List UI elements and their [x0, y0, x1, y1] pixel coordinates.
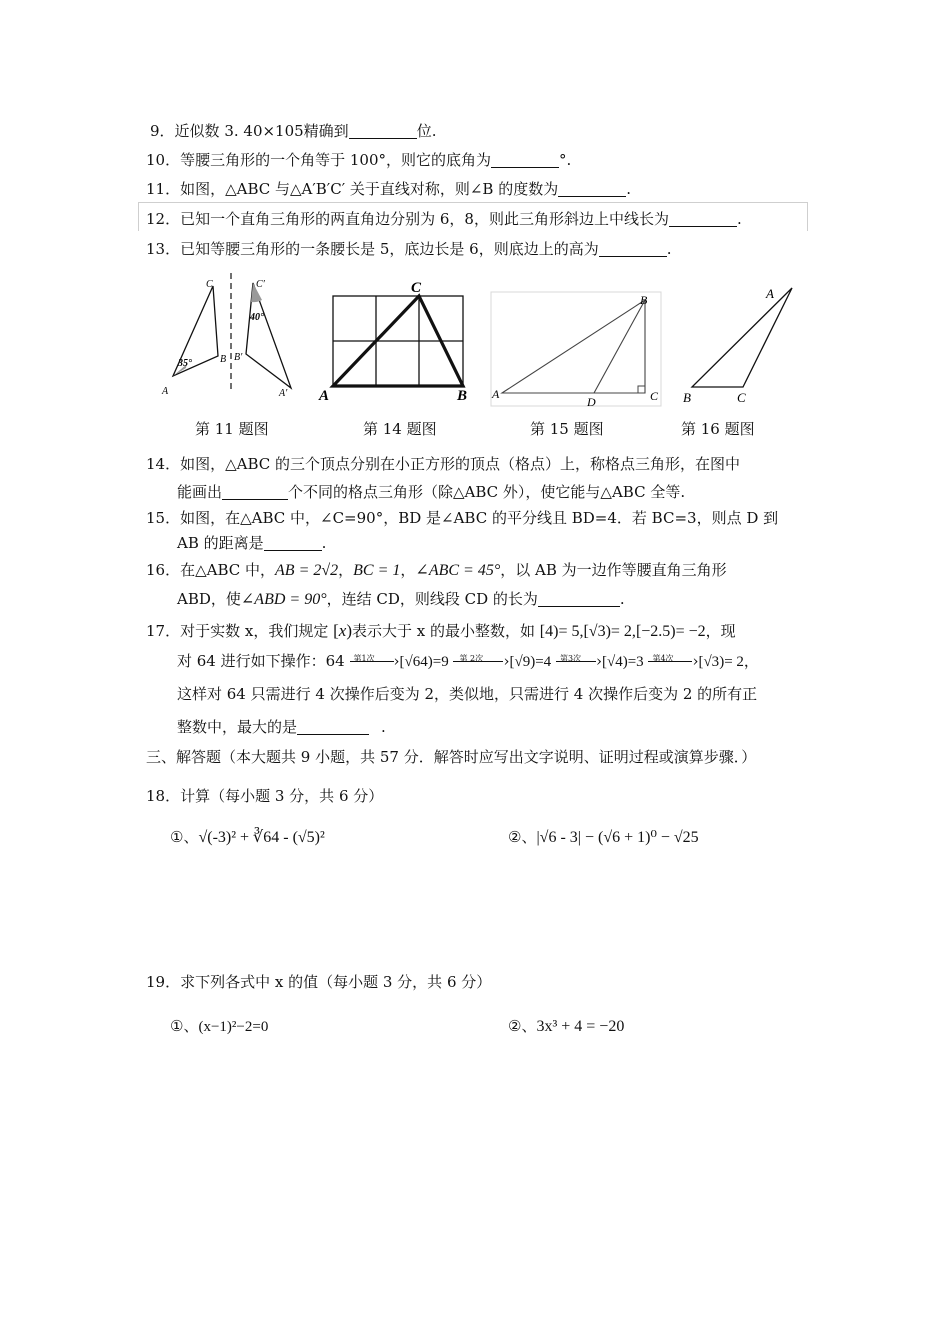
question-18-part-1: [170, 827, 325, 848]
question-19-part-1: [170, 1016, 268, 1037]
answer-blank[interactable]: [669, 210, 737, 227]
answer-blank[interactable]: [599, 240, 667, 257]
question-text: 如图，△ABC 的三个顶点分别在小正方形的顶点（格点）上，称格点三角形，在图中: [180, 455, 741, 473]
step-expr: √64: [404, 654, 428, 670]
answer-blank[interactable]: [222, 483, 288, 500]
question-number: 15．: [146, 509, 181, 527]
vertex-A: A: [319, 388, 330, 403]
question-text: 个不同的格点三角形（除△ABC 外），使它能与△ABC 全等.: [288, 483, 686, 501]
question-text: 表示大于 x 的最小整数，如: [352, 622, 535, 640]
vertex-A: A: [492, 387, 500, 401]
angle-40: 40°: [250, 312, 264, 323]
example-value: = −2: [675, 623, 706, 640]
part-label: ①、: [170, 828, 199, 846]
step-result: =9: [432, 654, 449, 670]
angle-35: 35°: [178, 358, 192, 369]
question-17-line2: 对 64 进行如下操作：64 第1次 ›[√64)=9 第 2次 ›[√9)=4 第3次 ›[√4)=3 第4次 ›[√3)= 2，: [177, 651, 759, 672]
question-text: 能画出: [177, 483, 223, 501]
step-2-value: [√9)=4: [509, 654, 552, 670]
step-label: 第3次: [559, 654, 582, 663]
question-14-line2: [177, 482, 685, 502]
figure-11-caption: 第 11 题图: [195, 420, 269, 438]
figure-14: [315, 278, 475, 403]
vertex-A: A: [162, 386, 169, 397]
question-17-line3: [177, 684, 757, 704]
vertex-A: A: [766, 286, 774, 301]
vertex-B: B: [683, 390, 691, 405]
question-18-part-2: [508, 827, 699, 848]
vertex-B: B: [220, 354, 227, 365]
expression: |√6 - 3| − (√6 + 1)⁰ − √25: [536, 829, 699, 846]
question-11: [146, 179, 631, 199]
question-number: 13．: [146, 240, 181, 258]
vertex-C-prime: C′: [256, 279, 265, 290]
question-10: [146, 150, 571, 170]
question-text: 对 64 进行如下操作：64: [177, 652, 345, 670]
question-16-line2: [177, 589, 625, 610]
step-result: = 2: [724, 654, 744, 670]
question-15-line1: [146, 508, 778, 528]
arrow-step-4: [648, 651, 692, 662]
question-number: 17．: [146, 622, 181, 640]
part-label: ②、: [508, 1017, 537, 1035]
question-19-part-2: [508, 1016, 624, 1037]
vertex-D: D: [587, 395, 596, 409]
vertex-C: C: [737, 390, 746, 405]
question-text: 对于实数 x，我们规定: [180, 622, 329, 640]
question-text: 整数中，最大的是: [177, 718, 298, 736]
ceil-arg: x: [338, 621, 347, 640]
equation: (x−1)²−2=0: [198, 1019, 269, 1035]
question-tail: .: [321, 534, 327, 552]
vertex-A-prime: A′: [279, 388, 288, 399]
question-19: [146, 972, 491, 992]
answer-blank[interactable]: [349, 122, 417, 139]
step-expr: √3: [703, 654, 720, 670]
figure-15: [488, 290, 666, 410]
vertex-C: C: [206, 279, 213, 290]
question-text: 已知等腰三角形的一条腰长是 5，底边长是 6，则底边上的高为: [180, 240, 599, 258]
step-1-value: [√64)=9: [399, 654, 449, 670]
answer-blank[interactable]: [538, 590, 620, 607]
step-result: =4: [535, 654, 552, 670]
figure-14-caption: 第 14 题图: [363, 420, 437, 438]
question-12: [146, 209, 742, 229]
answer-blank[interactable]: [491, 151, 559, 168]
question-number: 19．: [146, 973, 181, 991]
part-label: ②、: [508, 828, 537, 846]
figure-15-caption: 第 15 题图: [530, 420, 604, 438]
step-result: =3: [627, 654, 644, 670]
step-expr: √9: [514, 654, 531, 670]
question-18: [146, 786, 383, 806]
section-3-heading: [146, 747, 756, 767]
question-tail: .: [736, 210, 742, 228]
question-text: ABD，使: [177, 590, 241, 608]
question-number: 11．: [146, 180, 181, 198]
question-text: 已知一个直角三角形的两直角边分别为 6，8，则此三角形斜边上中线长为: [180, 210, 669, 228]
vertex-B: B: [640, 293, 648, 307]
step-label: 第1次: [353, 654, 375, 663]
math-angle-abd: ∠ABD = 90°: [240, 591, 327, 608]
expression: √(-3)² + ∛64 - (√5)²: [198, 829, 325, 846]
step-3-value: [√4)=3: [601, 654, 644, 670]
question-13: [146, 239, 672, 259]
question-text: ，以 AB 为一边作等腰直角三角形: [500, 561, 727, 579]
question-number: 12．: [146, 210, 181, 228]
vertex-B: B: [457, 388, 468, 403]
math-bc: BC = 1: [353, 562, 401, 579]
answer-blank[interactable]: [264, 534, 322, 551]
example-value: = 2,: [610, 623, 636, 640]
question-text: 计算（每小题 3 分，共 6 分）: [180, 787, 384, 805]
step-label: 第 2次: [459, 654, 484, 663]
figure-11: [158, 268, 308, 403]
part-label: ①、: [170, 1017, 199, 1035]
question-text: AB 的距离是: [177, 534, 264, 552]
question-15-line2: [177, 533, 326, 553]
question-17-line1: [146, 621, 736, 642]
question-text: 求下列各式中 x 的值（每小题 3 分，共 6 分）: [180, 973, 492, 991]
question-tail: .: [626, 180, 632, 198]
figure-16-caption: 第 16 题图: [681, 420, 755, 438]
question-tail: .: [381, 718, 386, 736]
math-ab: AB = 2√2: [275, 562, 339, 579]
example-1: [4)= 5,[√3)= 2,[−2.5)= −2: [539, 623, 706, 640]
question-text: 等腰三角形的一个角等于 100°，则它的底角为: [180, 151, 491, 169]
vertex-B-prime: B′: [234, 352, 243, 363]
question-text: 如图，在△ABC 中，∠C=90°，BD 是∠ABC 的平分线且 BD=4．若 BC=3，则点 D 到: [180, 509, 779, 527]
example-arg: 4: [545, 623, 554, 640]
question-text: 如图，△ABC 与△A′B′C′ 关于直线对称，则∠B 的度数为: [180, 180, 559, 198]
question-16-line1: 16．在△ABC 中，AB = 2√2，BC = 1，∠ABC = 45°，以 AB 为一边作等腰直角三角形: [146, 561, 727, 579]
step-label: 第4次: [652, 654, 674, 663]
question-17-line4: [177, 717, 386, 737]
question-tail: .: [666, 240, 672, 258]
answer-blank[interactable]: [297, 718, 369, 735]
question-9: [150, 121, 436, 141]
arrow-step-1: [350, 651, 394, 662]
example-arg: −2.5: [641, 623, 671, 640]
vertex-C: C: [411, 280, 422, 296]
answer-blank[interactable]: [558, 180, 626, 197]
question-text: 这样对 64 只需进行 4 次操作后变为 2，类似地，只需进行 4 次操作后变为 2 的所有正: [177, 685, 758, 703]
arrow-step-2: [453, 651, 503, 662]
equation: 3x³ + 4 = −20: [536, 1018, 625, 1035]
question-text: ，: [743, 652, 759, 670]
question-tail: °.: [559, 151, 572, 169]
arrow-step-3: [556, 651, 596, 662]
question-text: ，连结 CD，则线段 CD 的长为: [326, 590, 538, 608]
figure-16: [676, 282, 801, 407]
question-text: 在△ABC 中，: [180, 561, 276, 579]
question-text: ，现: [705, 622, 736, 640]
question-tail: 位.: [416, 122, 437, 140]
example-value: = 5,: [558, 623, 584, 640]
question-tail: .: [619, 590, 625, 608]
step-expr: √4: [606, 654, 623, 670]
question-number: 16．: [146, 561, 181, 579]
step-4-value: [√3)= 2: [698, 654, 744, 670]
question-number: 9．: [150, 122, 175, 140]
example-arg: √3: [588, 623, 606, 640]
question-14-line1: [146, 454, 740, 474]
question-number: 14．: [146, 455, 181, 473]
section-text: 三、解答题（本大题共 9 小题，共 57 分．解答时应写出文字说明、证明过程或演算步骤．）: [146, 748, 757, 766]
math-angle-abc: ∠ABC = 45°: [415, 562, 501, 579]
question-text: 近似数 3. 40×105精确到: [174, 122, 349, 140]
question-number: 10．: [146, 151, 181, 169]
vertex-C: C: [650, 389, 659, 403]
ceil-x: [x): [333, 621, 352, 640]
question-number: 18．: [146, 787, 181, 805]
